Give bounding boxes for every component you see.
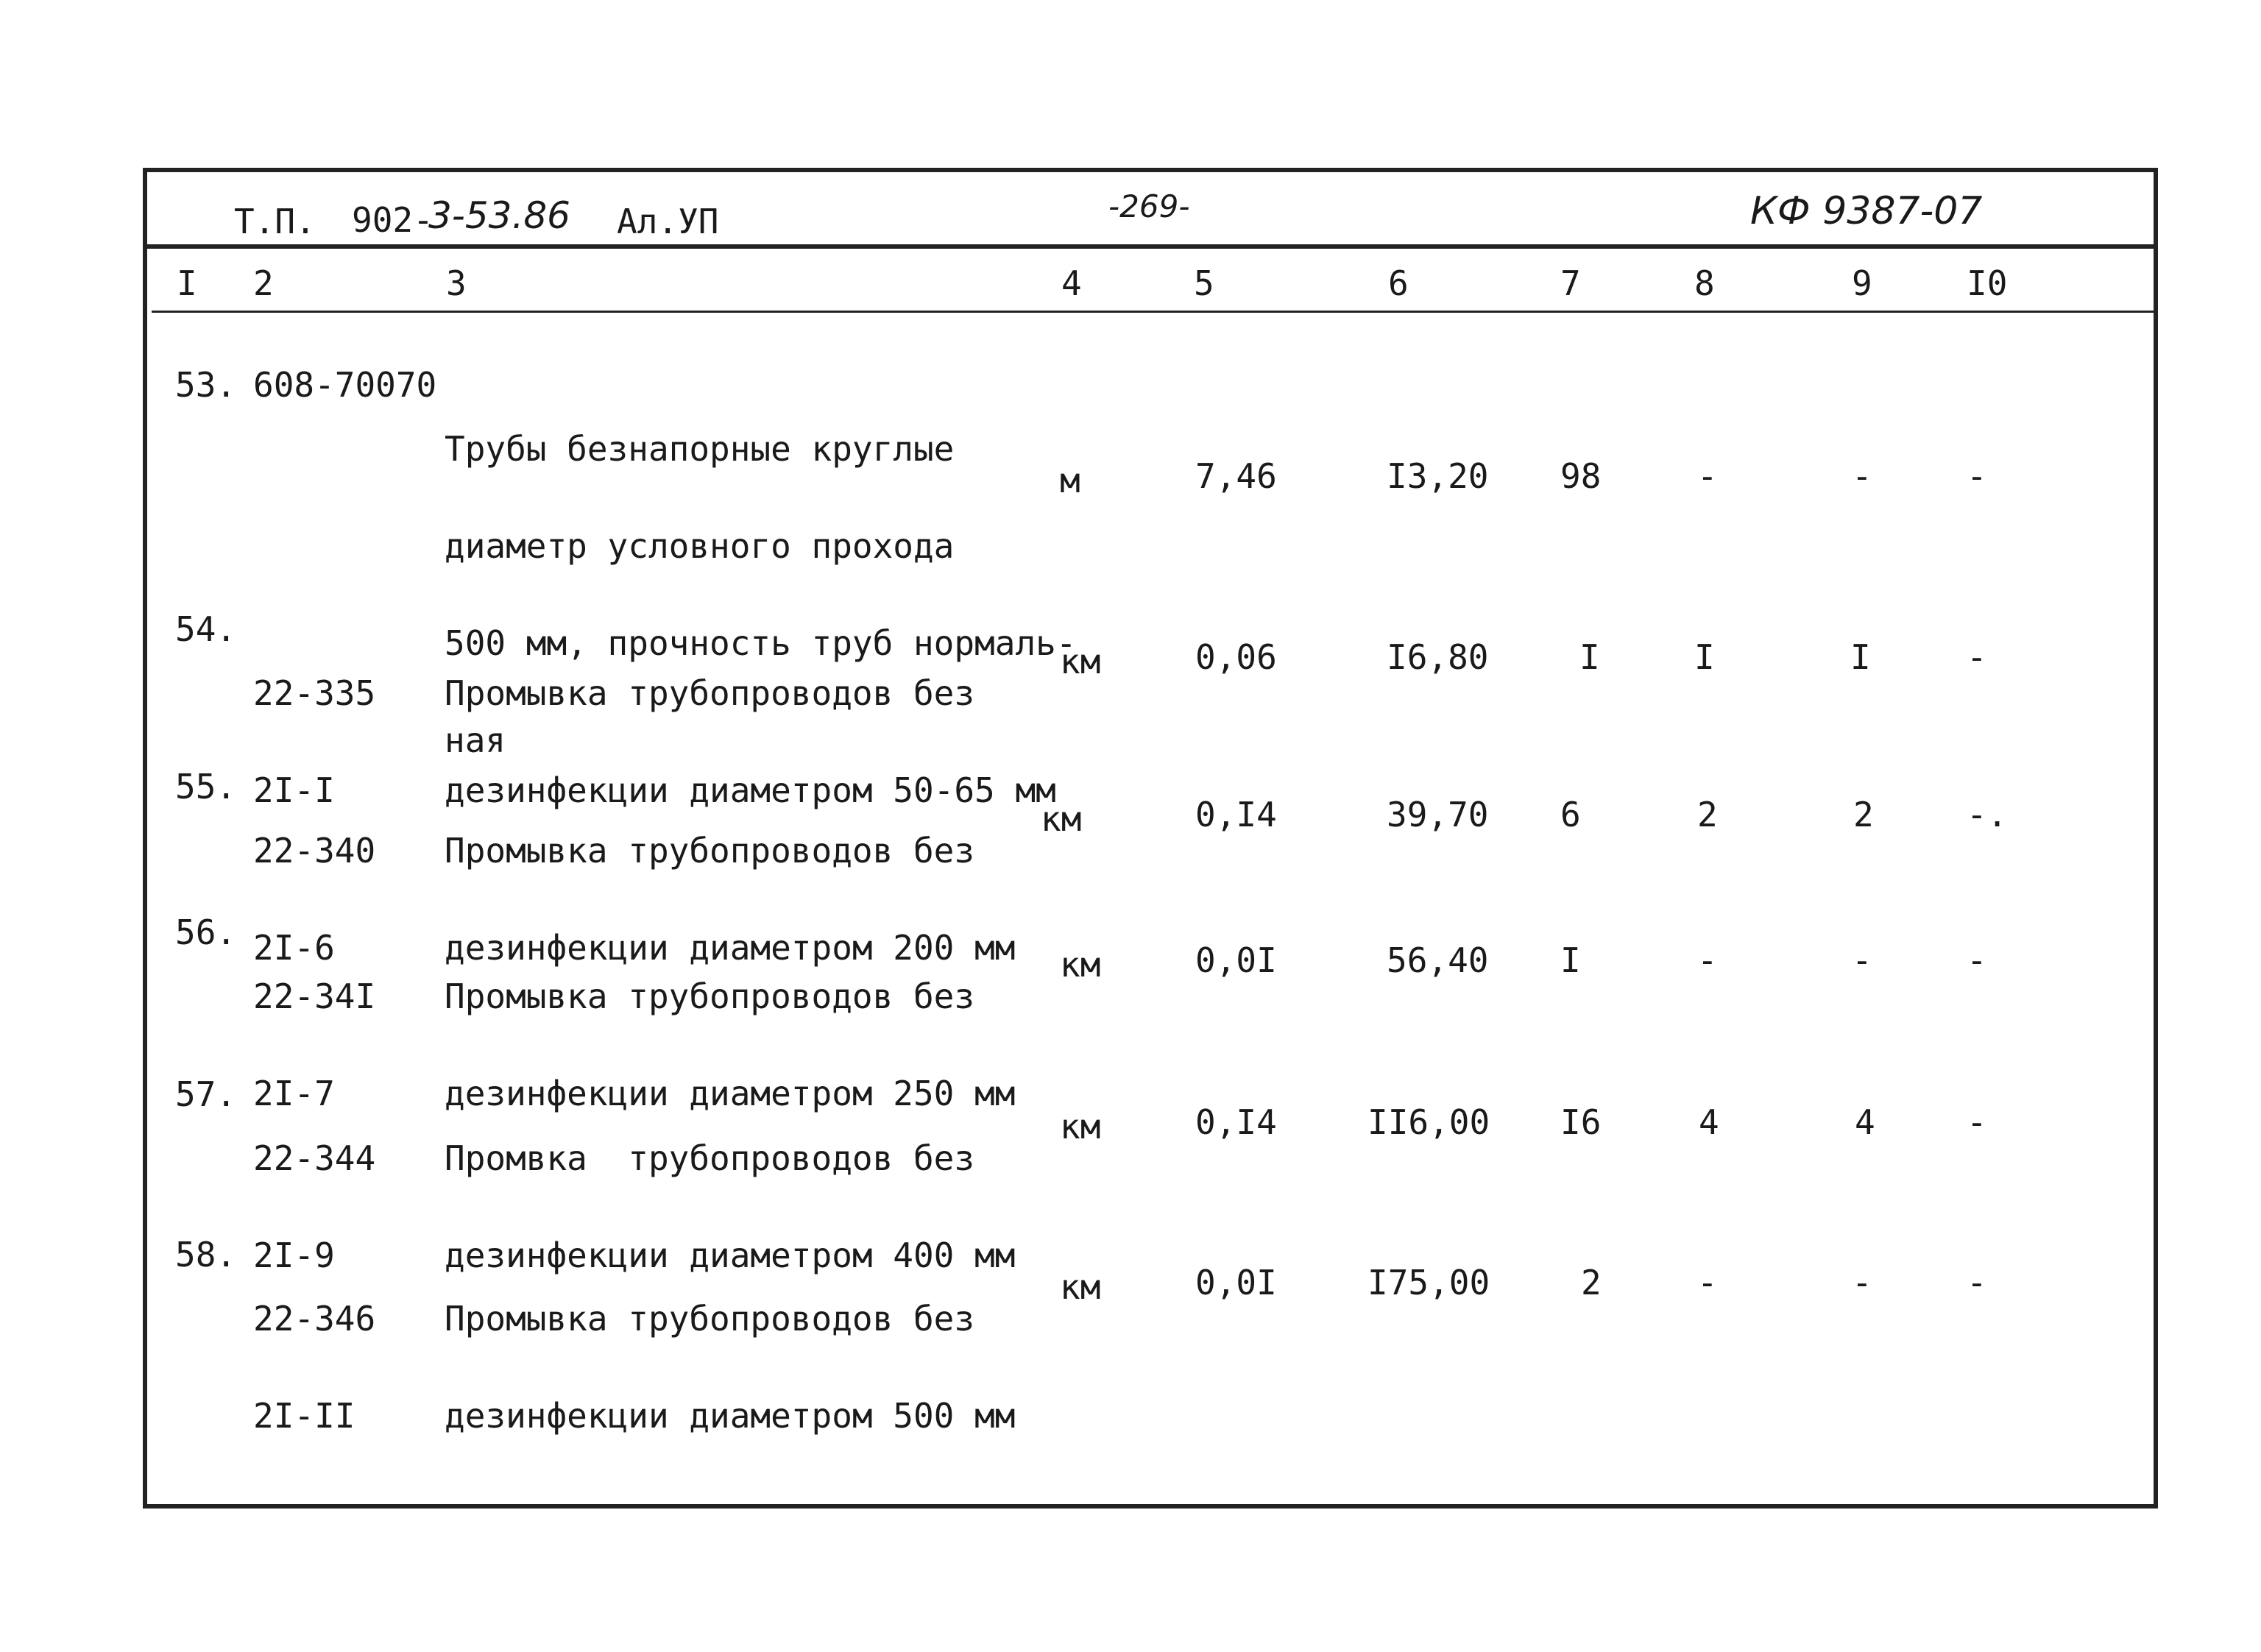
col10-value: - (1967, 637, 1987, 677)
unit: м (1060, 461, 1080, 500)
unit-price: 39,70 (1387, 795, 1489, 834)
col8-value: I (1694, 637, 1715, 677)
col10-value: - (1967, 1102, 1987, 1142)
row-description: Трубы безнапорные круглые диаметр условного прохода 500 мм, прочность труб нормаль- ная (445, 429, 1077, 760)
row-number: 57. (175, 1074, 237, 1114)
col7-value: I (1560, 940, 1581, 980)
album-label: Ал.УП (617, 202, 719, 241)
unit-price: I3,20 (1387, 456, 1489, 496)
page-number: -269- (1108, 188, 1190, 224)
unit-price: I75,00 (1367, 1263, 1490, 1302)
col8-value: 4 (1699, 1102, 1719, 1142)
col9-value: - (1852, 1263, 1872, 1302)
unit: км (1060, 642, 1101, 681)
quantity: 0,06 (1195, 637, 1277, 677)
unit: км (1060, 1107, 1101, 1146)
column-number: I0 (1967, 263, 2008, 303)
row-description: Промывка трубопроводов без дезинфекции диаметром 200 мм (445, 831, 1016, 968)
project-number-handwritten: 3-53.86 (428, 194, 570, 237)
row-number: 54. (175, 609, 237, 649)
project-number-printed: 902- (352, 200, 434, 240)
series-label: Т.П. (234, 202, 316, 241)
quantity: 0,I4 (1195, 795, 1277, 834)
col10-value: - (1967, 456, 1987, 496)
col7-value: 6 (1560, 795, 1581, 834)
unit-price: I6,80 (1387, 637, 1489, 677)
unit: км (1060, 945, 1101, 985)
col9-value: - (1852, 940, 1872, 980)
header-divider (143, 244, 2158, 249)
quantity: 0,0I (1195, 1263, 1277, 1302)
col8-value: - (1697, 940, 1718, 980)
row-number: 56. (175, 912, 237, 952)
col7-value: I6 (1560, 1102, 1602, 1142)
row-description: Промвка трубопроводов без дезинфекции диаметром 400 мм (445, 1138, 1016, 1275)
row-number: 53. (175, 365, 237, 405)
quantity: 7,46 (1195, 456, 1277, 496)
col9-value: 4 (1855, 1102, 1875, 1142)
row-description: Промывка трубопроводов без дезинфекции диаметром 50-65 мм (445, 673, 1056, 810)
column-number: 6 (1388, 263, 1409, 303)
col7-value: 2 (1581, 1263, 1602, 1302)
column-number: 9 (1852, 263, 1872, 303)
column-header-divider (152, 311, 2154, 313)
column-number: I (177, 263, 197, 303)
row-number: 58. (175, 1235, 237, 1275)
unit-price: II6,00 (1367, 1102, 1490, 1142)
column-number: 2 (253, 263, 274, 303)
quantity: 0,I4 (1195, 1102, 1277, 1142)
col7-value: I (1579, 637, 1600, 677)
unit-price: 56,40 (1387, 940, 1489, 980)
row-number: 55. (175, 767, 237, 806)
unit: км (1060, 1267, 1101, 1307)
row-description: Промывка трубопроводов без дезинфекции диаметром 250 мм (445, 976, 1016, 1113)
resource-code: 22-346 2I-II (253, 1299, 376, 1436)
col8-value: - (1697, 456, 1718, 496)
resource-code: 22-340 2I-6 (253, 831, 376, 968)
document-code: КФ 9387-07 (1750, 189, 1983, 233)
resource-code: 22-335 2I-I (253, 673, 376, 810)
col9-value: - (1852, 456, 1872, 496)
col10-value: -. (1967, 795, 2008, 834)
col8-value: - (1697, 1263, 1718, 1302)
col9-value: I (1850, 637, 1871, 677)
resource-code: 608-70070 (253, 365, 437, 405)
column-number: 7 (1560, 263, 1581, 303)
row-description: Промывка трубопроводов без дезинфекции диаметром 500 мм (445, 1299, 1016, 1436)
col7-value: 98 (1560, 456, 1602, 496)
col10-value: - (1967, 940, 1987, 980)
column-number: 8 (1694, 263, 1715, 303)
unit: км (1041, 799, 1082, 839)
column-number: 5 (1194, 263, 1214, 303)
resource-code: 22-34I 2I-7 (253, 976, 376, 1113)
column-number: 4 (1061, 263, 1082, 303)
col8-value: 2 (1697, 795, 1718, 834)
col10-value: - (1967, 1263, 1987, 1302)
col9-value: 2 (1853, 795, 1874, 834)
resource-code: 22-344 2I-9 (253, 1138, 376, 1275)
quantity: 0,0I (1195, 940, 1277, 980)
column-number: 3 (446, 263, 467, 303)
